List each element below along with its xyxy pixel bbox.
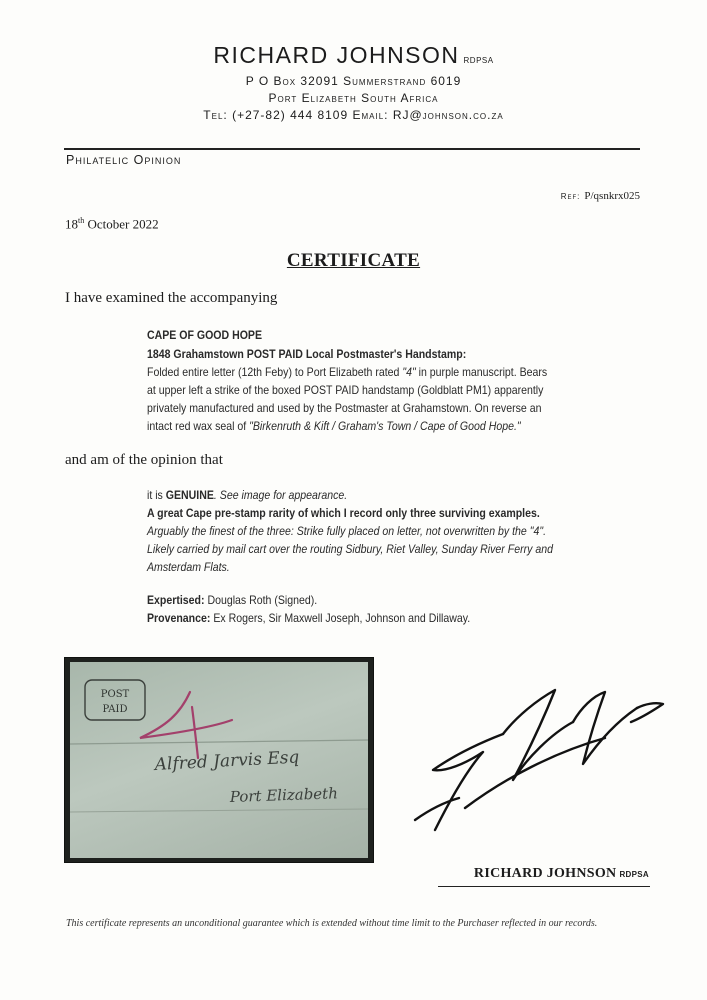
opinion-verdict-line: it is GENUINE. See image for appearance. [147, 488, 348, 502]
opinion-intro: and am of the opinion that [65, 452, 223, 468]
reference-number [561, 190, 640, 202]
signatory-suffix: RDPSA [619, 870, 649, 879]
provenance-line: Provenance: Ex Rogers, Sir Maxwell Joseph, Johnson and Dillaway. [147, 611, 471, 625]
letterhead-contact-line: Tel: (+27-82) 444 8109 Email: RJ@johnson.co.za [203, 108, 504, 122]
manuscript-rate-mark [140, 692, 232, 758]
intro-text: I have examined the accompanying [65, 290, 278, 306]
header-divider [64, 148, 640, 150]
item-description-line3: privately manufactured and used by the Postmaster at Grahamstown. On reverse an [147, 401, 542, 415]
signature-rule [438, 886, 650, 887]
reference-label: Ref: [560, 192, 581, 201]
item-description-line2: at upper left a strike of the boxed POST PAID handstamp (Goldblatt PM1) apparently [147, 383, 544, 397]
document-subtitle: Philatelic Opinion [66, 153, 182, 167]
verdict: GENUINE [165, 488, 214, 502]
letterhead-address-line1: P O Box 32091 Summerstrand 6019 [245, 74, 462, 88]
cover-photo-drawing [70, 662, 368, 858]
guarantee-footer: This certificate represents an unconditional guarantee which is extended without time limit to the Purchaser reflected in our records. [66, 918, 598, 929]
opinion-rarity: A great Cape pre-stamp rarity of which I record only three surviving examples. [147, 506, 540, 520]
opinion-line4: Likely carried by mail cart over the routing Sidbury, Riet Valley, Sunday River Ferry and [147, 542, 553, 556]
item-description-line4: intact red wax seal of "Birkenruth & Kift / Graham's Town / Cape of Good Hope." [147, 419, 521, 433]
certificate-date: 18th October 2022 [65, 216, 159, 232]
item-country: CAPE OF GOOD HOPE [147, 328, 263, 342]
letterhead-name-suffix: RDPSA [463, 56, 494, 65]
signatory-name: RICHARD JOHNSON RDPSA [473, 866, 649, 881]
expertised-line: Expertised: Douglas Roth (Signed). [147, 593, 318, 607]
letterhead-address-line2: Port Elizabeth South Africa [268, 91, 439, 105]
item-heading: 1848 Grahamstown POST PAID Local Postmaster's Handstamp: [147, 347, 467, 361]
letterhead-name: RICHARD JOHNSON RDPSA [213, 42, 494, 68]
cover-address-line2: Port Elizabeth [229, 784, 339, 806]
cover-photo [70, 662, 368, 858]
handstamp-line2: PAID [102, 704, 128, 715]
reference-value: P/qsnkrx025 [584, 190, 640, 202]
certificate-title: CERTIFICATE [286, 250, 421, 271]
cover-address-line1: Alfred Jarvis Esq [154, 747, 300, 775]
opinion-line5: Amsterdam Flats. [147, 560, 230, 574]
handwritten-signature [405, 660, 670, 840]
opinion-line3: Arguably the finest of the three: Strike fully placed on letter, not overwritten by the "4". [147, 524, 547, 538]
item-description-line1: Folded entire letter (12th Feby) to Port Elizabeth rated "4" in purple manuscript. Bears [147, 365, 548, 379]
handstamp-line1: POST [100, 689, 130, 700]
